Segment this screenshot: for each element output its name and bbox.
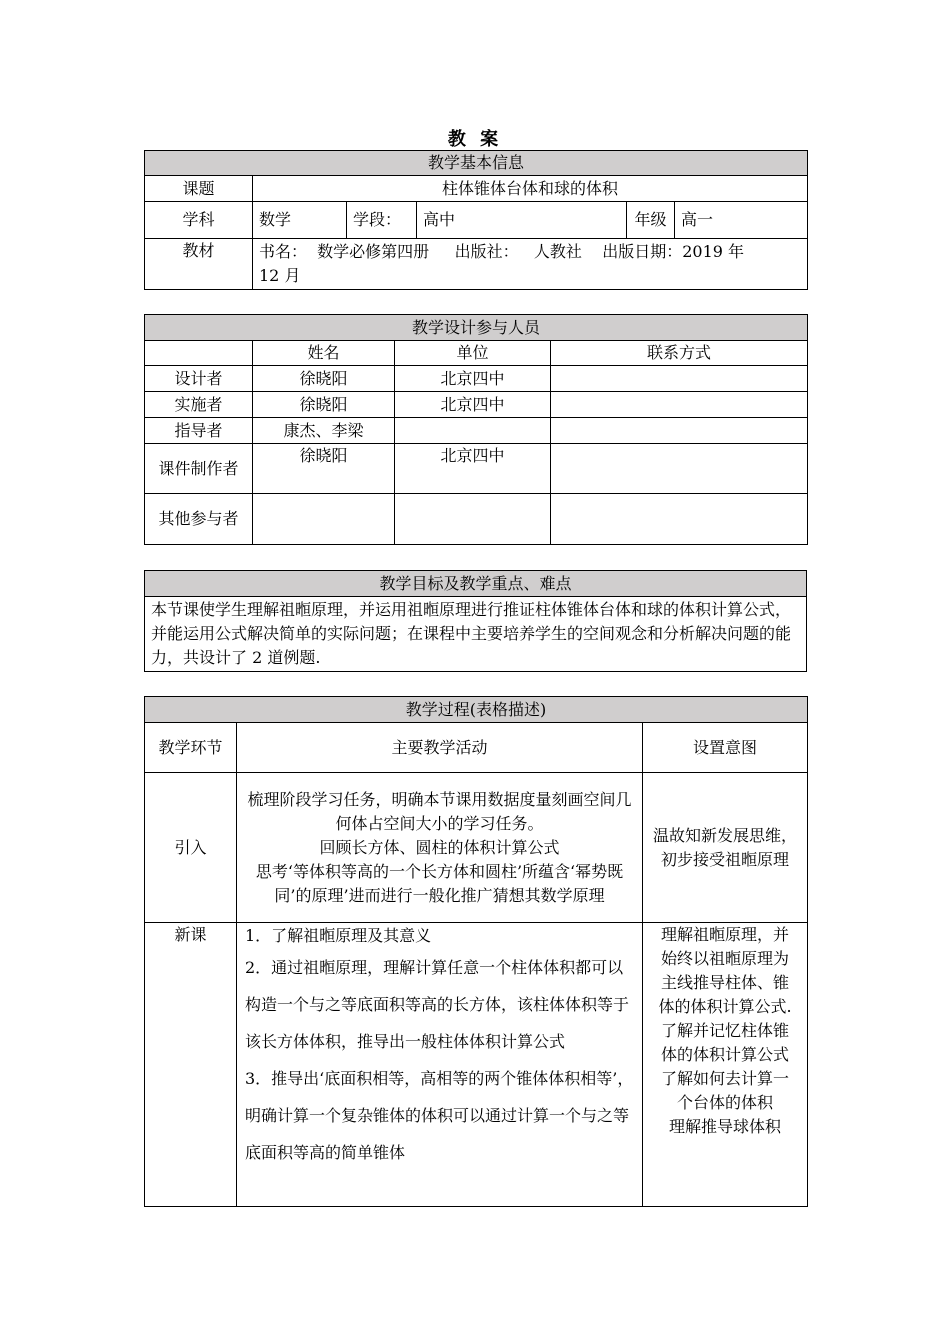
grade-value: 高一 bbox=[675, 202, 808, 239]
participant-row bbox=[145, 392, 808, 418]
participant-name: 徐晓阳 bbox=[253, 366, 395, 392]
stage-label: 学段： bbox=[347, 202, 417, 239]
new-activity: 3．推导出‘底面积相等，高相等的两个锥体体积相等’，明确计算一个复杂锥体的体积可以通过计算一个与之等底面积等高的简单锥体 bbox=[245, 1069, 634, 1162]
participant-name bbox=[253, 494, 395, 545]
col-name: 姓名 bbox=[253, 341, 395, 366]
participant-row bbox=[145, 494, 808, 545]
participant-contact bbox=[551, 418, 808, 444]
new-intent bbox=[643, 923, 808, 1207]
basic-info-table bbox=[144, 150, 808, 290]
new-intent-item: 了解如何去计算一个台体的体积 bbox=[661, 1069, 790, 1112]
textbook-line-1: 书名： 数学必修第四册 出版社： 人教社 出版日期：2019 年 bbox=[259, 242, 745, 261]
topic-label: 课题 bbox=[145, 176, 253, 202]
new-intent-item: 理解推导球体积 bbox=[669, 1117, 782, 1136]
participants-corner bbox=[145, 341, 253, 366]
subject-label: 学科 bbox=[145, 202, 253, 239]
new-intent-item: 理解祖暅原理，并始终以祖暅原理为主线推导柱体、锥体的体积计算公式. bbox=[658, 925, 792, 1016]
subject-value: 数学 bbox=[253, 202, 347, 239]
textbook-line-2: 12 月 bbox=[259, 266, 301, 285]
participant-contact bbox=[551, 494, 808, 545]
new-stage: 新课 bbox=[145, 923, 237, 1207]
intro-activity: 思考‘等体积等高的一个长方体和圆柱’所蕴含‘幂势既同’的原理’进而进行一般化推广猜想其数学原理 bbox=[255, 861, 624, 905]
new-intent-item: 了解并记忆柱体锥体的体积计算公式 bbox=[661, 1021, 790, 1064]
participant-row bbox=[145, 418, 808, 444]
participant-role: 课件制作者 bbox=[145, 444, 253, 494]
participant-row bbox=[145, 444, 808, 494]
participant-row bbox=[145, 366, 808, 392]
col-stage: 教学环节 bbox=[145, 723, 237, 773]
new-activity: 2．通过祖暅原理，理解计算任意一个柱体体积都可以构造一个与之等底面积等高的长方体，该柱体体积等于该长方体体积，推导出一般柱体体积计算公式 bbox=[245, 958, 630, 1051]
basic-info-header: 教学基本信息 bbox=[145, 151, 808, 176]
objectives-table bbox=[144, 570, 807, 672]
topic-value: 柱体锥体台体和球的体积 bbox=[253, 176, 808, 202]
objectives-header: 教学目标及教学重点、难点 bbox=[145, 571, 807, 597]
participant-role: 指导者 bbox=[145, 418, 253, 444]
process-row-new bbox=[145, 923, 808, 1207]
col-unit: 单位 bbox=[395, 341, 551, 366]
participants-table bbox=[144, 314, 808, 545]
participant-role: 实施者 bbox=[145, 392, 253, 418]
participant-unit: 北京四中 bbox=[395, 444, 551, 494]
participant-role: 其他参与者 bbox=[145, 494, 253, 545]
participant-contact bbox=[551, 444, 808, 494]
participant-contact bbox=[551, 366, 808, 392]
participant-contact bbox=[551, 392, 808, 418]
intro-activity: 梳理阶段学习任务，明确本节课用数据度量刻画空间几何体占空间大小的学习任务。 bbox=[247, 789, 632, 833]
document-title: 教 案 bbox=[447, 129, 503, 150]
intro-activities bbox=[237, 773, 643, 923]
participant-name: 徐晓阳 bbox=[253, 444, 395, 494]
participant-unit: 北京四中 bbox=[395, 392, 551, 418]
col-contact: 联系方式 bbox=[551, 341, 808, 366]
participant-unit: 北京四中 bbox=[395, 366, 551, 392]
intro-intent: 温故知新发展思维，初步接受祖暅原理 bbox=[643, 773, 808, 923]
participant-unit bbox=[395, 418, 551, 444]
participant-name: 康杰、李梁 bbox=[253, 418, 395, 444]
intro-activity: 回顾长方体、圆柱的体积计算公式 bbox=[319, 837, 560, 857]
textbook-value bbox=[253, 239, 808, 290]
grade-label: 年级 bbox=[627, 202, 675, 239]
col-intent: 设置意图 bbox=[643, 723, 808, 773]
participant-name: 徐晓阳 bbox=[253, 392, 395, 418]
col-activity: 主要教学活动 bbox=[237, 723, 643, 773]
intro-stage: 引入 bbox=[145, 773, 237, 923]
participant-role: 设计者 bbox=[145, 366, 253, 392]
process-header: 教学过程(表格描述) bbox=[145, 697, 808, 723]
textbook-label: 教材 bbox=[145, 239, 253, 290]
stage-value: 高中 bbox=[417, 202, 627, 239]
objectives-text: 本节课使学生理解祖暅原理，并运用祖暅原理进行推证柱体锥体台体和球的体积计算公式，并能运用公式解决简单的实际问题；在课程中主要培养学生的空间观念和分析解决问题的能力，共设计了 2 道例题. bbox=[145, 597, 807, 672]
process-row-intro bbox=[145, 773, 808, 923]
new-activity: 1．了解祖暅原理及其意义 bbox=[245, 926, 432, 945]
participant-unit bbox=[395, 494, 551, 545]
new-activities bbox=[237, 923, 643, 1207]
participants-header: 教学设计参与人员 bbox=[145, 315, 808, 341]
process-table bbox=[144, 696, 808, 1207]
